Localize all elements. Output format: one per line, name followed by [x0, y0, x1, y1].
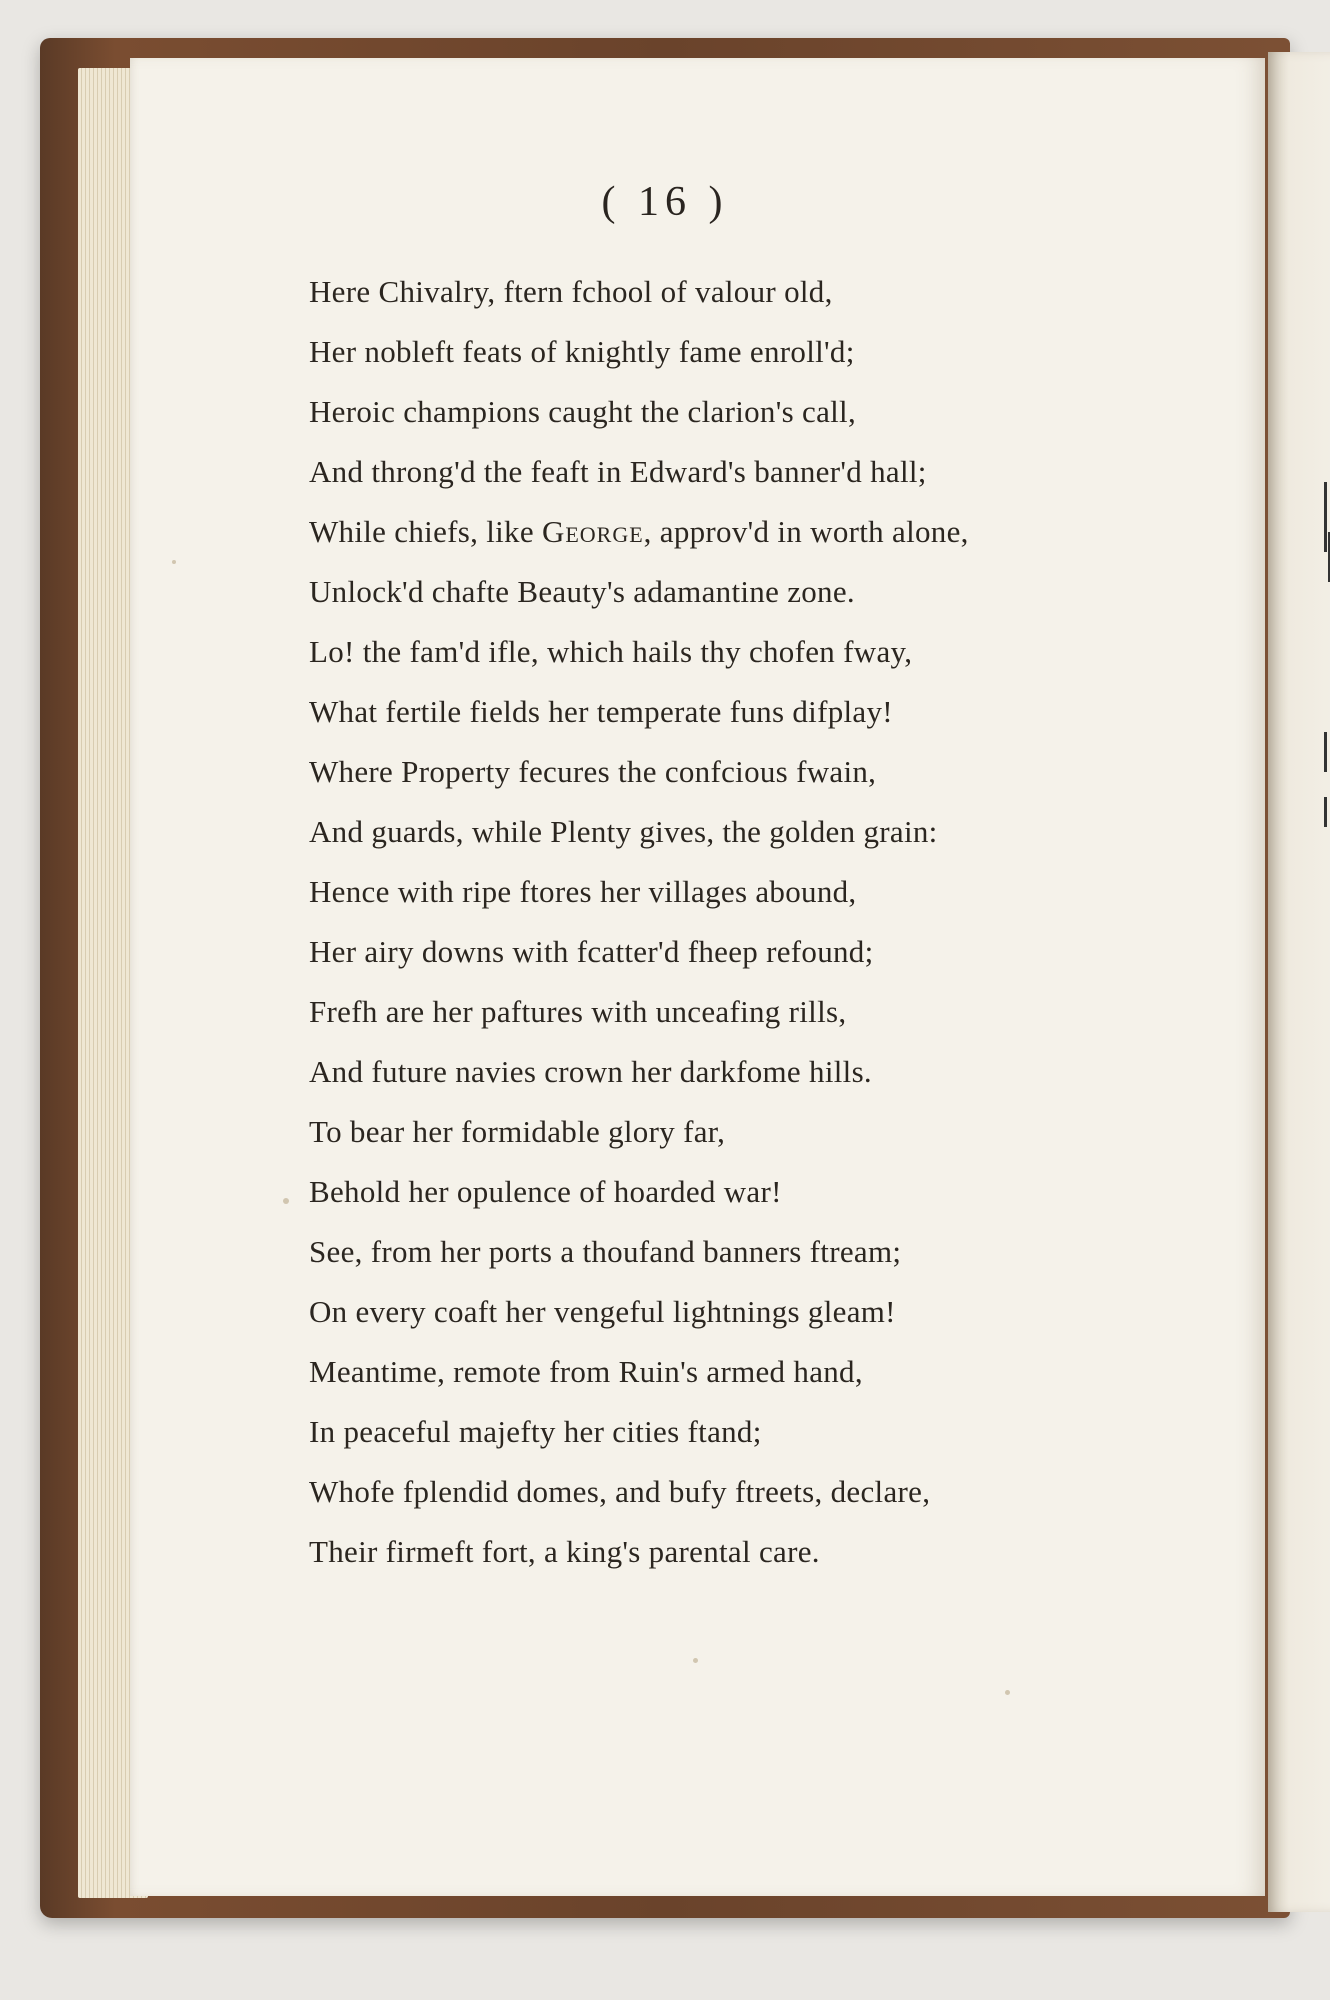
poem-line: In peaceful majefty her cities ftand; — [309, 1414, 762, 1449]
poem-line: And throng'd the feaft in Edward's banner'd hall; — [309, 454, 927, 489]
poem-line: See, from her ports a thoufand banners ftream; — [309, 1234, 902, 1269]
poem-line: To bear her formidable glory far, — [309, 1114, 726, 1149]
poem-line: Whofe fplendid domes, and bufy ftreets, declare, — [309, 1474, 931, 1509]
poem-line: Meantime, remote from Ruin's armed hand, — [309, 1354, 863, 1389]
poem-line: Her nobleft feats of knightly fame enroll'd; — [309, 334, 855, 369]
poem-line: Hence with ripe ftores her villages abound, — [309, 874, 857, 909]
poem-line: Her airy downs with fcatter'd fheep refound; — [309, 934, 874, 969]
facing-page — [1268, 52, 1330, 1912]
paper-speck — [283, 1198, 289, 1204]
poem-line: And guards, while Plenty gives, the golden grain: — [309, 814, 938, 849]
poem-text — [309, 262, 1189, 1582]
paper-speck — [693, 1658, 698, 1663]
poem-line — [309, 502, 1189, 562]
poem-line: Here Chivalry, ftern fchool of valour old, — [309, 274, 833, 309]
poem-name-george: George — [541, 514, 644, 549]
poem-line: Lo! the fam'd ifle, which hails thy chofen fway, — [309, 634, 913, 669]
poem-line: Where Property fecures the confcious fwain, — [309, 754, 877, 789]
poem-line-start: While chiefs, like — [309, 514, 542, 549]
poem-line-end: , approv'd in worth alone, — [643, 514, 969, 549]
poem-line: On every coaft her vengeful lightnings gleam! — [309, 1294, 896, 1329]
paper-speck — [172, 560, 176, 564]
poem-line: Frefh are her paftures with unceafing rills, — [309, 994, 847, 1029]
poem-line: Unlock'd chafte Beauty's adamantine zone. — [309, 574, 855, 609]
poem-line: Their firmeft fort, a king's parental care. — [309, 1534, 820, 1569]
facing-page-mark — [1324, 797, 1327, 827]
page-number: ( 16 ) — [601, 179, 729, 225]
poem-line: And future navies crown her darkfome hills. — [309, 1054, 872, 1089]
facing-page-mark — [1324, 732, 1327, 772]
poem-line: Heroic champions caught the clarion's call, — [309, 394, 857, 429]
poem-line: What fertile fields her temperate funs difplay! — [309, 694, 893, 729]
facing-page-mark — [1324, 482, 1327, 552]
poem-line: Behold her opulence of hoarded war! — [309, 1174, 782, 1209]
paper-speck — [1005, 1690, 1010, 1695]
